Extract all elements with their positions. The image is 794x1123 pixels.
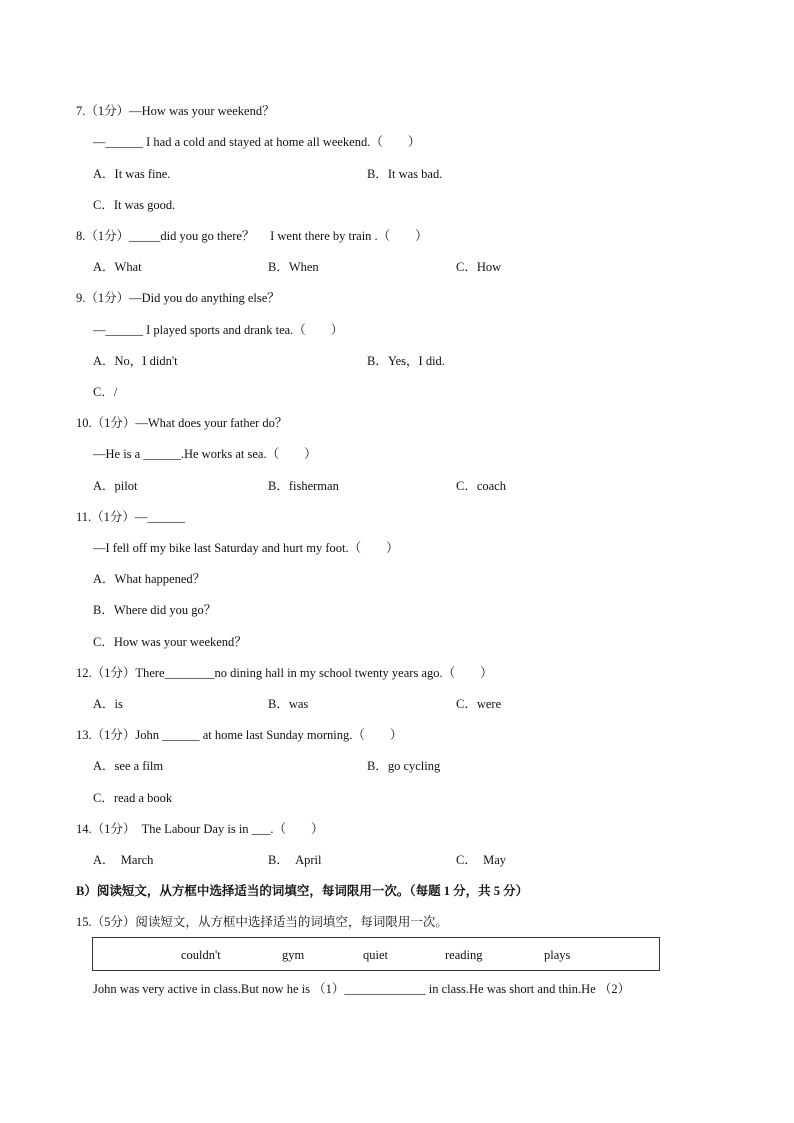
q10-stem: 10.（1分）—What does your father do？ [76, 416, 288, 430]
section-b-heading: B）阅读短文，从方框中选择适当的词填空，每词限用一次。（每题 1 分，共 5 分） [76, 884, 529, 898]
q10-line2: —He is a ______.He works at sea.（ ） [93, 447, 317, 461]
q8-option-c: C．How [456, 260, 502, 274]
q8-option-a: A．What [93, 260, 142, 274]
q9-stem: 9.（1分）—Did you do anything else？ [76, 291, 280, 305]
q11-stem: 11.（1分）—______ [76, 510, 185, 524]
q9-option-c: C．/ [93, 385, 118, 399]
q13-option-b: B．go cycling [367, 759, 441, 773]
word-bank-word: plays [544, 948, 571, 962]
q15-stem: 15.（5分）阅读短文，从方框中选择适当的词填空，每词限用一次。 [76, 915, 448, 929]
q9-option-a: A．No，I didn't [93, 354, 178, 368]
q7-line2: —______ I had a cold and stayed at home all weekend.（ ） [93, 135, 421, 149]
q13-option-c: C．read a book [93, 791, 173, 805]
q9-line2: —______ I played sports and drank tea.（ ） [93, 323, 344, 337]
q14-stem: 14.（1分） The Labour Day is in ___.（ ） [76, 822, 324, 836]
word-bank-word: quiet [363, 948, 388, 962]
q7-stem: 7.（1分）—How was your weekend？ [76, 104, 275, 118]
q8-stem: 8.（1分）_____did you go there？ I went there by train .（ ） [76, 229, 428, 243]
q7-option-b: B．It was bad. [367, 167, 443, 181]
q15-passage: John was very active in class.But now he is （1）_____________ in class.He was short and thin.He （2） [93, 982, 631, 996]
q7-option-a: A．It was fine. [93, 167, 171, 181]
q8-option-b: B．When [268, 260, 319, 274]
q14-option-b: B． April [268, 853, 322, 867]
word-bank-word: reading [445, 948, 483, 962]
q11-option-b: B．Where did you go？ [93, 603, 217, 617]
q11-option-c: C．How was your weekend？ [93, 635, 247, 649]
q11-line2: —I fell off my bike last Saturday and hurt my foot.（ ） [93, 541, 399, 555]
q10-option-c: C．coach [456, 479, 506, 493]
q13-option-a: A．see a film [93, 759, 164, 773]
q12-option-b: B．was [268, 697, 309, 711]
word-bank-box [92, 937, 660, 971]
q11-option-a: A．What happened？ [93, 572, 206, 586]
q13-stem: 13.（1分）John ______ at home last Sunday morning.（ ） [76, 728, 403, 742]
q10-option-a: A．pilot [93, 479, 138, 493]
q10-option-b: B．fisherman [268, 479, 339, 493]
q14-option-a: A． March [93, 853, 154, 867]
word-bank-word: gym [282, 948, 305, 962]
q12-option-a: A．is [93, 697, 123, 711]
q12-stem: 12.（1分）There________no dining hall in my school twenty years ago.（ ） [76, 666, 493, 680]
word-bank-word: couldn't [181, 948, 221, 962]
q7-option-c: C．It was good. [93, 198, 176, 212]
q14-option-c: C． May [456, 853, 507, 867]
q9-option-b: B．Yes，I did. [367, 354, 445, 368]
q12-option-c: C．were [456, 697, 502, 711]
